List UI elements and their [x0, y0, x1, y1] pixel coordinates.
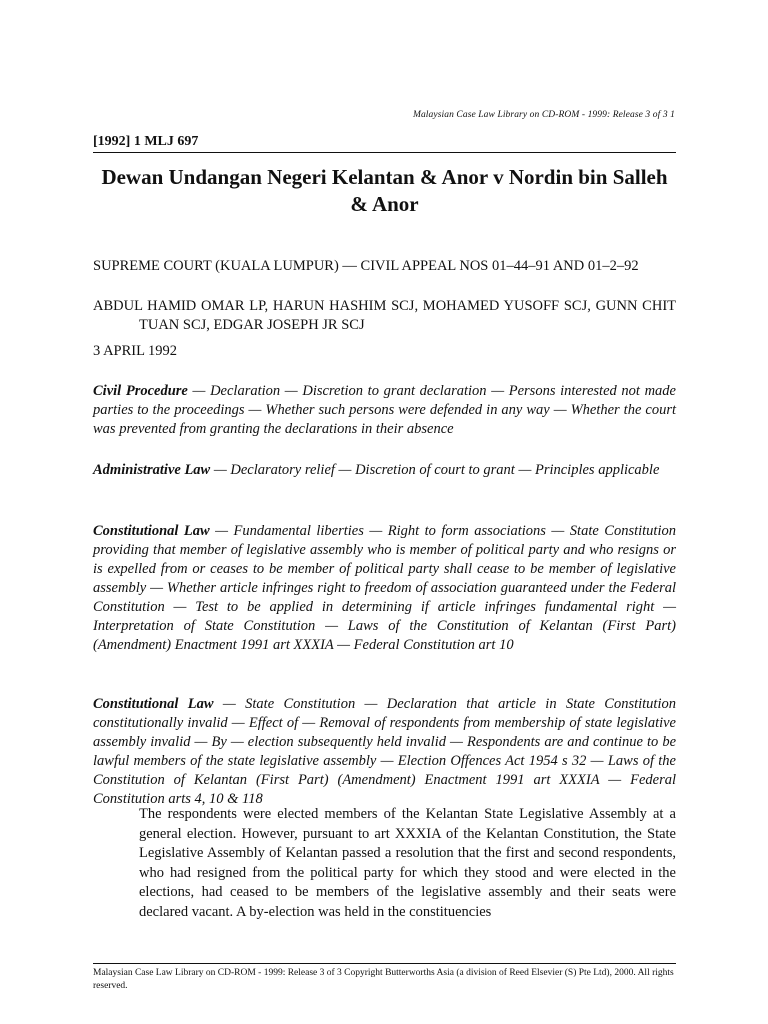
catchword-subject: Constitutional Law: [93, 523, 210, 539]
footer-divider: [93, 963, 676, 964]
case-title: Dewan Undangan Negeri Kelantan & Anor v Nordin bin Salleh & Anor: [101, 165, 668, 216]
catchword-paragraph: [93, 522, 676, 655]
headnote-paragraph: The respondents were elected members of the Kelantan State Legislative Assembly at a general election. However, pursuant to art XXXIA of the Kelantan Constitution, the State Legislative Assembly of Kelantan passed a resolution that the first and second respondents, who had resigned from the political party for which they stood and were elected in the elections, had ceased to be members of the legislative assembly and their seats were declared vacant. A by-election was held in the constituencies: [139, 806, 676, 920]
running-header: Malaysian Case Law Library on CD-ROM - 1999: Release 3 of 3 1: [412, 110, 675, 120]
case-citation: [1992] 1 MLJ 697: [93, 134, 199, 149]
header-divider: [93, 152, 676, 153]
judgment-date: 3 APRIL 1992: [93, 343, 178, 359]
catchword-paragraph: [93, 382, 676, 439]
catchword-subject: Constitutional Law: [93, 696, 214, 712]
catchword-text: — Fundamental liberties — Right to form associations — State Constitution providing that member of legislative assembly who is member of political party and who resigns or is expelled from or ceases to be member of political party shall cease to be member of legislative assembly — Whether article infringes right to freedom of association guaranteed under the Federal Constitution — Test to be applied in determining if article infringes fundamental right — Interpretation of State Constitution — Laws of the Constitution of Kelantan (First Part) (Amendment) Enactment 1991 art XXXIA — Federal Constitution art 10: [93, 523, 676, 653]
copyright-footer: Malaysian Case Law Library on CD-ROM - 1999: Release 3 of 3 Copyright Butterworths Asia (a division of Reed Elsevier (S) Pte Ltd), 2000. All rights reserved.: [93, 968, 674, 991]
court-line: SUPREME COURT (KUALA LUMPUR) — CIVIL APPEAL NOS 01–44–91 AND 01–2–92: [93, 258, 639, 274]
catchword-subject: Civil Procedure: [93, 383, 188, 399]
catchword-paragraph: [93, 461, 676, 480]
catchword-subject: Administrative Law: [93, 462, 211, 478]
catchword-text: — State Constitution — Declaration that article in State Constitution constitutionally invalid — Effect of — Removal of respondents from membership of state legislative assembly invalid — By — election subsequently held invalid — Respondents are and continue to be lawful members of the state legislative assembly — Election Offences Act 1954 s 32 — Laws of the Constitution of Kelantan (First Part) (Amendment) Enactment 1991 art XXXIA — Federal Constitution arts 4, 10 & 118: [93, 696, 676, 807]
catchword-text: — Declaratory relief — Discretion of court to grant — Principles applicable: [210, 462, 660, 478]
catchword-text: — Declaration — Discretion to grant declaration — Persons interested not made parties to the proceedings — Whether such persons were defended in any way — Whether the court was prevented from granting the declarations in their absence: [93, 383, 676, 437]
judges-line: ABDUL HAMID OMAR LP, HARUN HASHIM SCJ, MOHAMED YUSOFF SCJ, GUNN CHIT TUAN SCJ, EDGAR JOSEPH JR SCJ: [93, 298, 676, 333]
catchword-paragraph: [93, 695, 676, 809]
